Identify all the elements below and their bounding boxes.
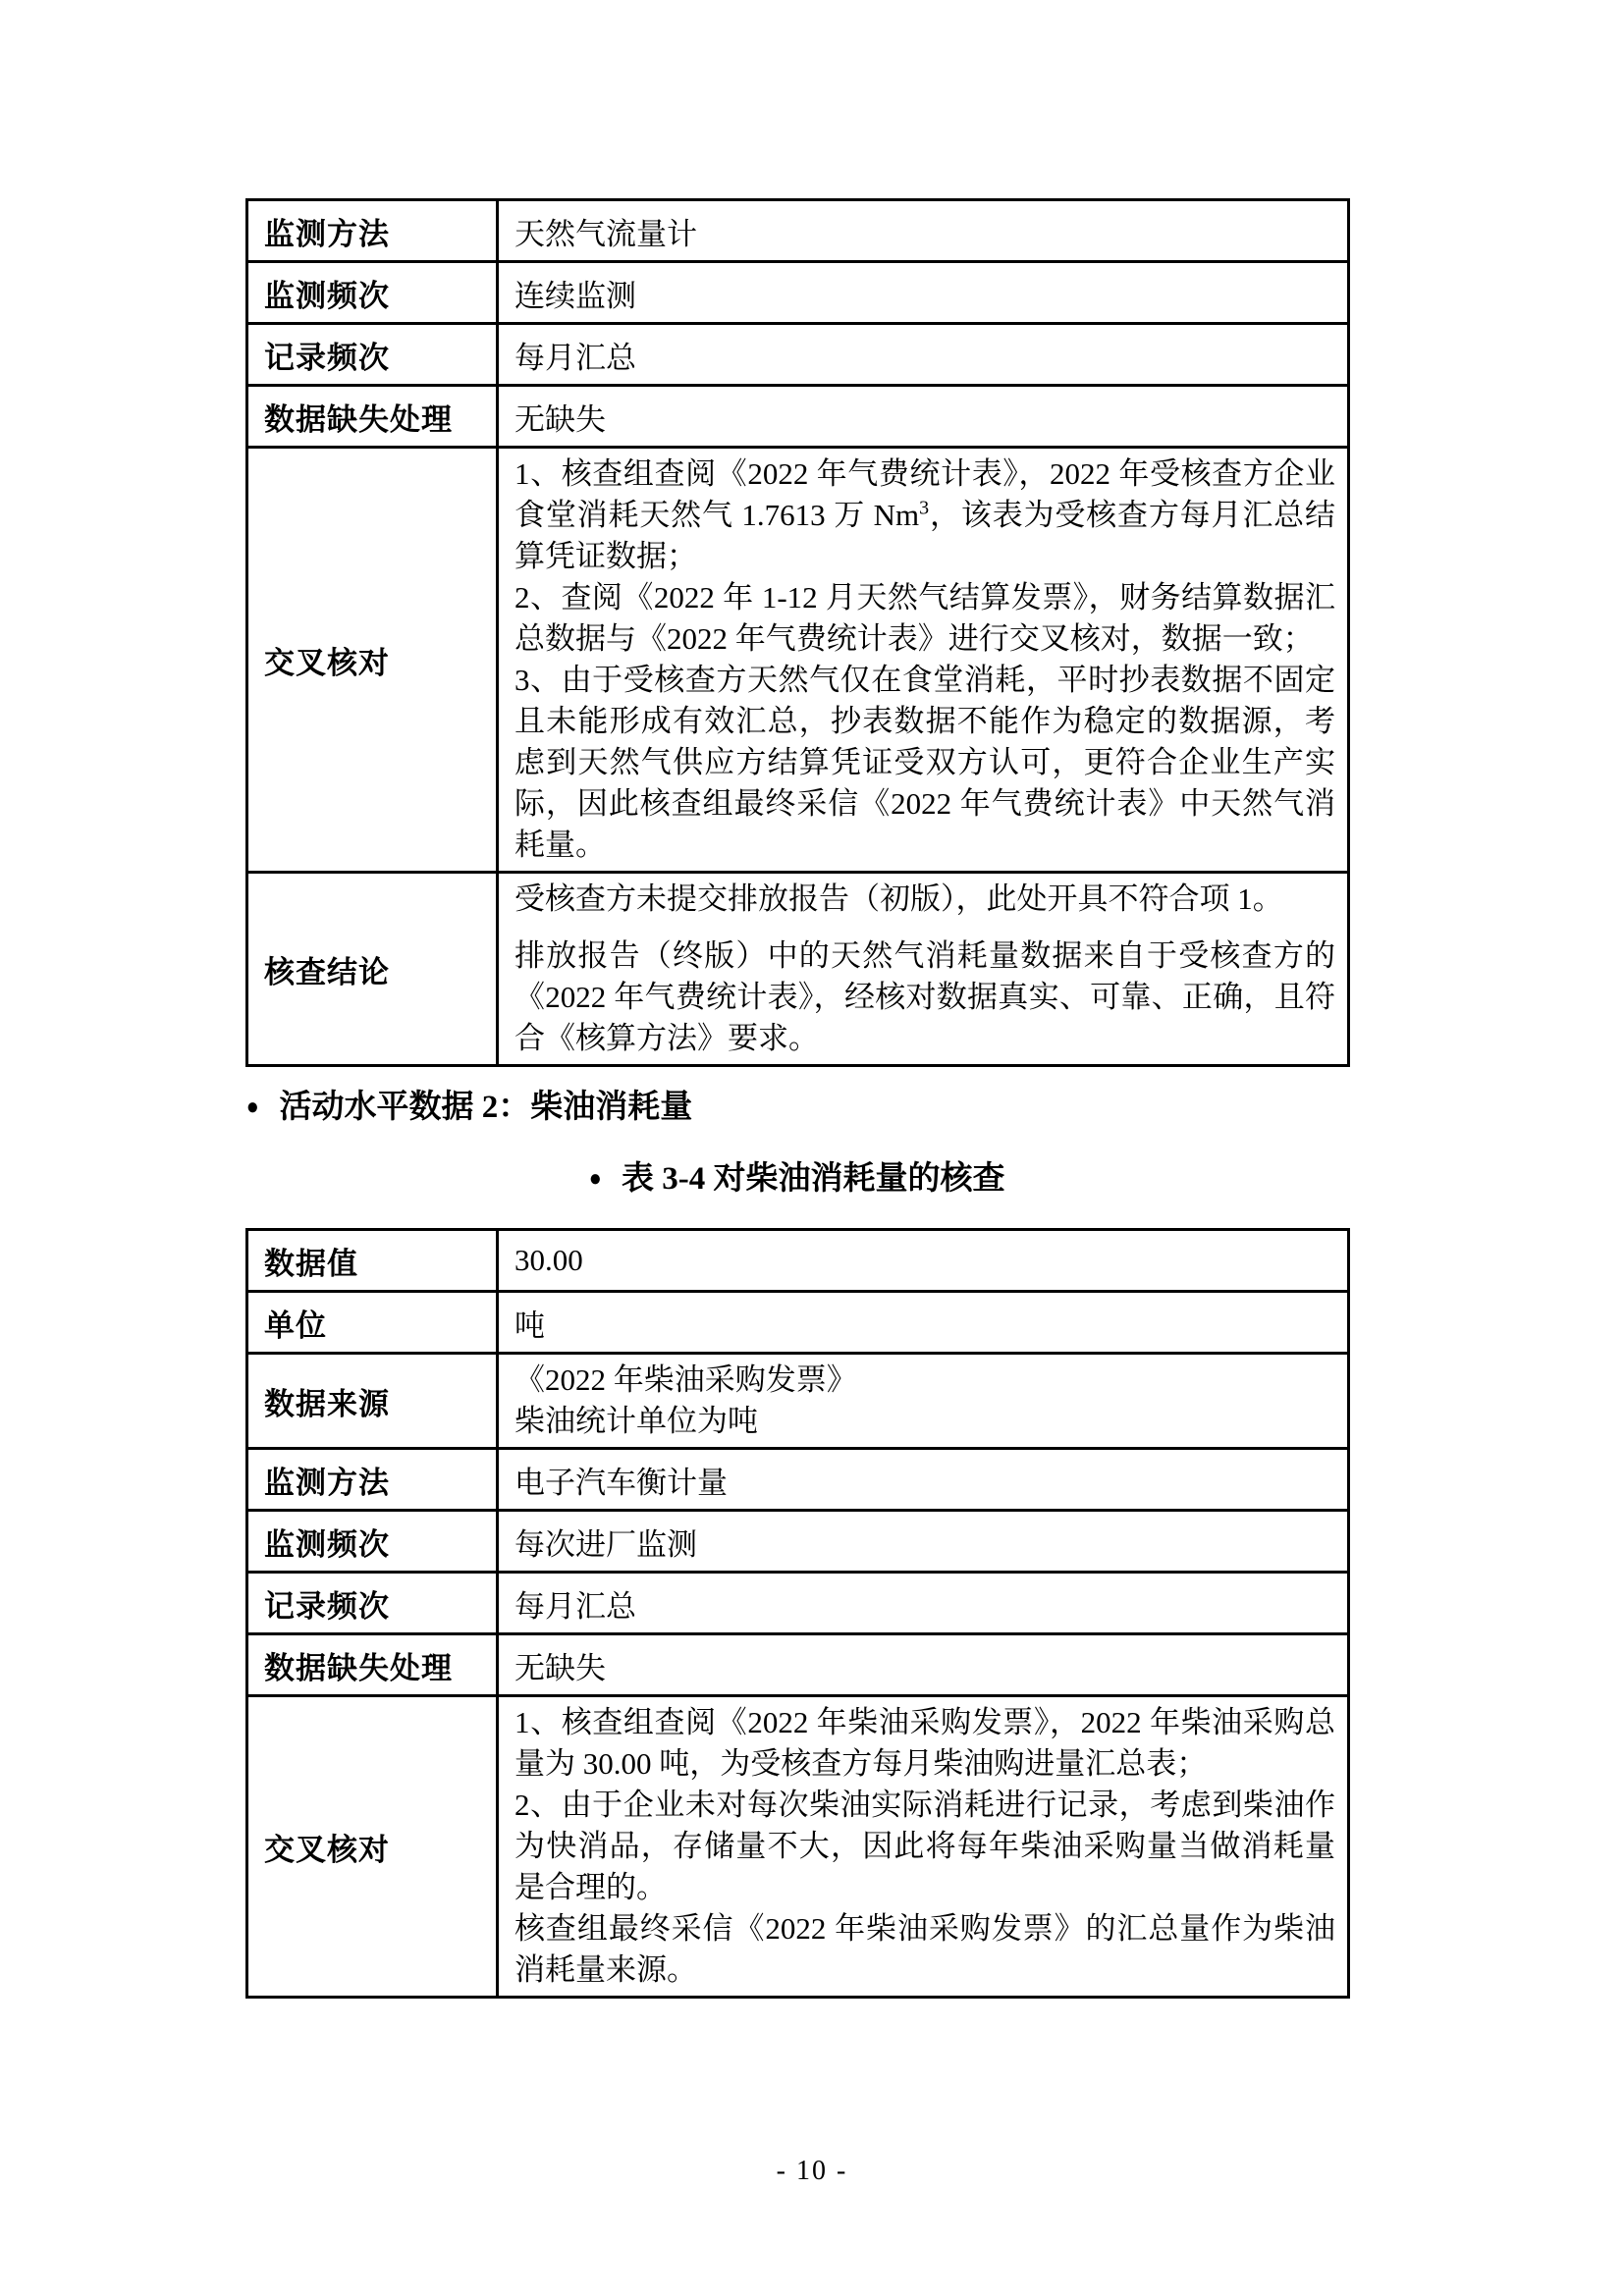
data-source-line: 柴油统计单位为吨 [514, 1404, 758, 1438]
paragraph: 1、核查组查阅《2022 年气费统计表》，2022 年受核查方企业食堂消耗天然气 1.7613 万 Nm$^3$，该表为受核查方每月汇总结算凭证数据； [514, 456, 1336, 573]
row-value: 电子汽车衡计量 [498, 1449, 1349, 1511]
table-row [247, 1511, 1349, 1573]
row-label: 记录频次 [247, 324, 498, 386]
row-label: 交叉核对 [247, 448, 498, 873]
row-label: 监测方法 [247, 200, 498, 262]
row-label: 数据缺失处理 [247, 386, 498, 448]
paragraph: 受核查方未提交排放报告（初版），此处开具不符合项 1。 [514, 881, 1283, 916]
paragraph: 1、核查组查阅《2022 年柴油采购发票》，2022 年柴油采购总量为 30.00 吨，为受核查方每月柴油购进量汇总表； [514, 1705, 1335, 1781]
paragraph: 3、由于受核查方天然气仅在食堂消耗，平时抄表数据不固定且未能形成有效汇总，抄表数据不能作为稳定的数据源，考虑到天然气供应方结算凭证受双方认可，更符合企业生产实际，因此核查组最终采信《2022 年气费统计表》中天然气消耗量。 [514, 663, 1335, 862]
table-row [247, 1573, 1349, 1634]
row-label: 监测频次 [247, 1511, 498, 1573]
row-label: 记录频次 [247, 1573, 498, 1634]
row-value [498, 448, 1349, 873]
table-row [247, 386, 1349, 448]
page-content [245, 198, 1347, 1999]
row-label: 数据来源 [247, 1354, 498, 1449]
paragraph: 2、由于企业未对每次柴油实际消耗进行记录，考虑到柴油作为快消品，存储量不大，因此将每年柴油采购量当做消耗量是合理的。 [514, 1788, 1335, 1904]
section-heading-text: 活动水平数据 2：柴油消耗量 [279, 1090, 693, 1125]
diesel-verification-table [245, 1228, 1350, 1999]
table-row-cross-check [247, 448, 1349, 873]
row-value [498, 1354, 1349, 1449]
bullet-icon: ● [245, 1095, 259, 1120]
superscript: 3 [919, 497, 930, 519]
row-label: 单位 [247, 1292, 498, 1354]
table-caption-text: 表 3-4 对柴油消耗量的核查 [622, 1161, 1005, 1197]
row-label: 数据值 [247, 1230, 498, 1292]
data-source-line: 《2022 年柴油采购发票》 [514, 1362, 857, 1397]
row-label: 监测方法 [247, 1449, 498, 1511]
table-row [247, 1449, 1349, 1511]
table-row [247, 200, 1349, 262]
row-value [498, 1696, 1349, 1998]
section-heading-activity-data-2 [245, 1084, 1347, 1131]
table-row [247, 1230, 1349, 1292]
row-value: 无缺失 [498, 1634, 1349, 1696]
table-row-data-source [247, 1354, 1349, 1449]
row-label: 核查结论 [247, 873, 498, 1066]
table-row [247, 262, 1349, 324]
row-value [498, 873, 1349, 1066]
table-row-cross-check [247, 1696, 1349, 1998]
paragraph: 2、查阅《2022 年 1-12 月天然气结算发票》，财务结算数据汇总数据与《2022 年气费统计表》进行交叉核对，数据一致； [514, 580, 1335, 656]
row-value: 每次进厂监测 [498, 1511, 1349, 1573]
page-number: - 10 - [776, 2156, 848, 2186]
paragraph: 核查组最终采信《2022 年柴油采购发票》的汇总量作为柴油消耗量来源。 [514, 1911, 1335, 1987]
natural-gas-verification-table [245, 198, 1350, 1067]
table-caption-3-4 [245, 1155, 1347, 1202]
row-label: 监测频次 [247, 262, 498, 324]
bullet-icon: ● [588, 1166, 602, 1192]
row-label: 交叉核对 [247, 1696, 498, 1998]
row-value: 吨 [498, 1292, 1349, 1354]
row-value: 30.00 [498, 1230, 1349, 1292]
paragraph: 排放报告（终版）中的天然气消耗量数据来自于受核查方的《2022 年气费统计表》，经核对数据真实、可靠、正确，且符合《核算方法》要求。 [514, 938, 1335, 1055]
row-value: 无缺失 [498, 386, 1349, 448]
table-row [247, 1634, 1349, 1696]
table-row [247, 324, 1349, 386]
table-row-conclusion [247, 873, 1349, 1066]
row-value: 连续监测 [498, 262, 1349, 324]
row-label: 数据缺失处理 [247, 1634, 498, 1696]
row-value: 每月汇总 [498, 324, 1349, 386]
table-row [247, 1292, 1349, 1354]
row-value: 每月汇总 [498, 1573, 1349, 1634]
row-value: 天然气流量计 [498, 200, 1349, 262]
